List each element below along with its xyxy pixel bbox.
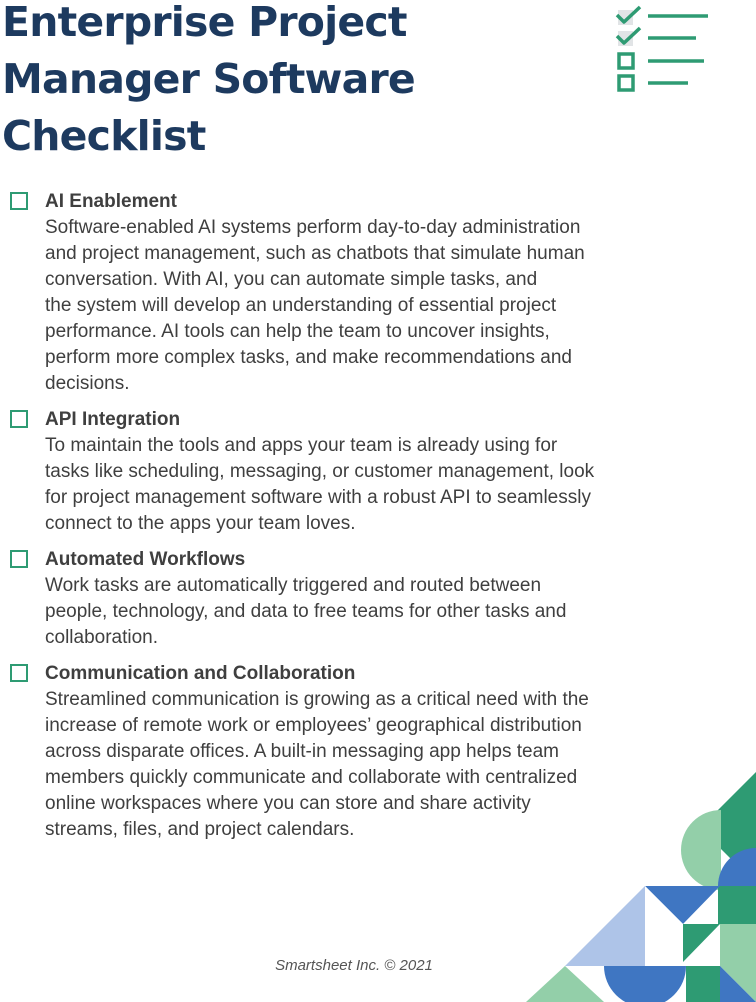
check-mark-icon	[617, 28, 640, 46]
title-line-2: Manager Software	[2, 55, 415, 103]
description-line: increase of remote work or employees’ geographical distribution	[45, 715, 582, 736]
checkbox-icon[interactable]	[10, 410, 28, 428]
check-mark-icon	[617, 7, 640, 25]
checklist-item-automated-workflows	[0, 547, 756, 651]
description-line: perform more complex tasks, and make recommendations and	[45, 347, 572, 368]
checklist-item-ai-enablement	[0, 189, 756, 397]
description-line: members quickly communicate and collaborate with centralized	[45, 767, 578, 788]
empty-box-icon	[619, 76, 633, 90]
description-line: streams, files, and project calendars.	[45, 819, 355, 840]
item-title: AI Enablement	[45, 191, 177, 212]
description-line: Software-enabled AI systems perform day-to-day administration	[45, 217, 581, 238]
item-title: Communication and Collaboration	[45, 663, 356, 684]
description-line: Streamlined communication is growing as a critical need with the	[45, 689, 589, 710]
item-title: Automated Workflows	[45, 549, 246, 570]
checkbox-icon[interactable]	[10, 550, 28, 568]
empty-box-icon	[619, 54, 633, 68]
title-line-3: Checklist	[2, 112, 206, 160]
description-line: online workspaces where you can store and share activity	[45, 793, 531, 814]
description-line: conversation. With AI, you can automate simple tasks, and	[45, 269, 538, 290]
description-line: across disparate offices. A built-in messaging app helps team	[45, 741, 559, 762]
checklist	[0, 189, 756, 853]
description-line: and project management, such as chatbots that simulate human	[45, 243, 585, 264]
description-line: the system will develop an understanding of essential project	[45, 295, 557, 316]
checkbox-icon[interactable]	[10, 664, 28, 682]
item-title: API Integration	[45, 409, 181, 430]
description-line: tasks like scheduling, messaging, or customer management, look	[45, 461, 595, 482]
checklist-item-api-integration	[0, 407, 756, 537]
description-line: collaboration.	[45, 627, 159, 648]
description-line: Work tasks are automatically triggered and routed between	[45, 575, 542, 596]
item-description	[45, 573, 756, 651]
item-description	[45, 215, 756, 397]
description-line: people, technology, and data to free teams for other tasks and	[45, 601, 567, 622]
geometric-decoration	[520, 770, 756, 1002]
checklist-icon	[612, 4, 712, 98]
description-line: To maintain the tools and apps your team is already using for	[45, 435, 558, 456]
description-line: performance. AI tools can help the team to uncover insights,	[45, 321, 550, 342]
title-line-1: Enterprise Project	[2, 0, 407, 46]
description-line: connect to the apps your team loves.	[45, 513, 356, 534]
item-description	[45, 433, 756, 537]
footer-copyright: Smartsheet Inc. © 2021	[275, 957, 433, 974]
description-line: for project management software with a robust API to seamlessly	[45, 487, 591, 508]
checkbox-icon[interactable]	[10, 192, 28, 210]
document-title	[2, 0, 415, 165]
description-line: decisions.	[45, 373, 130, 394]
